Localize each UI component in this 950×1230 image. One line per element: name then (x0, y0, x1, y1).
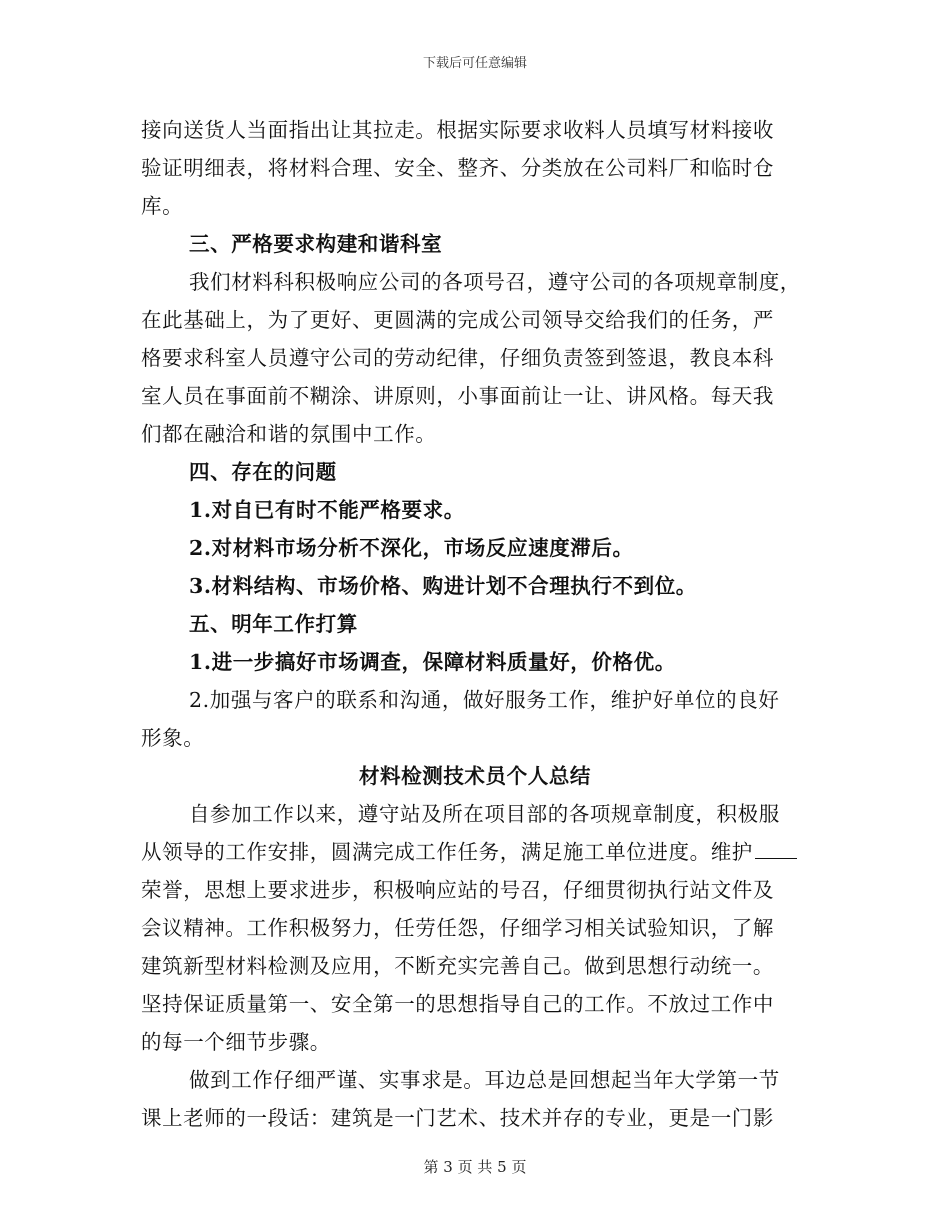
text-line: 荣誉，思想上要求进步，积极响应站的号召，仔细贯彻执行站文件及 (141, 878, 774, 902)
text-line: 格要求科室人员遵守公司的劳动纪律，仔细负责签到签退，教良本科 (141, 346, 774, 370)
text-line: 接向送货人当面指出让其拉走。根据实际要求收料人员填写材料接收 (141, 118, 774, 142)
section-heading: 五、明年工作打算 (189, 612, 358, 636)
text-line-content: 从领导的工作安排，圆满完成工作任务，满足施工单位进度。维护 (141, 840, 753, 864)
section-heading: 三、严格要求构建和谐科室 (189, 232, 443, 256)
text-line: 们都在融洽和谐的氛围中工作。 (141, 422, 437, 446)
list-item: 2.加强与客户的联系和沟通，做好服务工作，维护好单位的良好 (189, 688, 780, 712)
text-line: 形象。 (141, 726, 205, 750)
text-line: 在此基础上，为了更好、更圆满的完成公司领导交给我们的任务，严 (141, 308, 774, 332)
text-line: 我们材料科积极响应公司的各项号召，遵守公司的各项规章制度， (189, 270, 801, 294)
text-line: 课上老师的一段话：建筑是一门艺术、技术并存的专业，更是一门影 (141, 1106, 774, 1130)
text-line: 的每一个细节步骤。 (141, 1030, 331, 1054)
text-line: 坚持保证质量第一、安全第一的思想指导自己的工作。不放过工作中 (141, 992, 774, 1016)
text-line: 库。 (141, 194, 184, 218)
text-line: 建筑新型材料检测及应用，不断充实完善自己。做到思想行动统一。 (141, 954, 774, 978)
text-line: 室人员在事面前不糊涂、讲原则，小事面前让一让、讲风格。每天我 (141, 384, 774, 408)
section-heading: 四、存在的问题 (189, 460, 337, 484)
list-item: 1.进一步搞好市场调查，保障材料质量好，价格优。 (189, 650, 676, 674)
text-line: 做到工作仔细严谨、实事求是。耳边总是回想起当年大学第一节 (189, 1068, 780, 1092)
text-line: 验证明细表，将材料合理、安全、整齐、分类放在公司料厂和临时仓 (141, 156, 774, 180)
page-header: 下载后可任意编辑 (422, 56, 527, 71)
list-item: 2.对材料市场分析不深化，市场反应速度滞后。 (189, 536, 634, 560)
text-line: 自参加工作以来，遵守站及所在项目部的各项规章制度，积极服 (189, 802, 780, 826)
fill-in-blank (755, 840, 797, 859)
text-line (141, 835, 821, 865)
list-item: 1.对自已有时不能严格要求。 (189, 498, 465, 522)
article-title: 材料检测技术员个人总结 (358, 764, 592, 788)
list-item: 3.材料结构、市场价格、购进计划不合理执行不到位。 (189, 574, 697, 598)
page-footer: 第 3 页 共 5 页 (423, 1158, 527, 1176)
text-line: 会议精神。工作积极努力，任劳任怨，仔细学习相关试验知识，了解 (141, 916, 774, 940)
